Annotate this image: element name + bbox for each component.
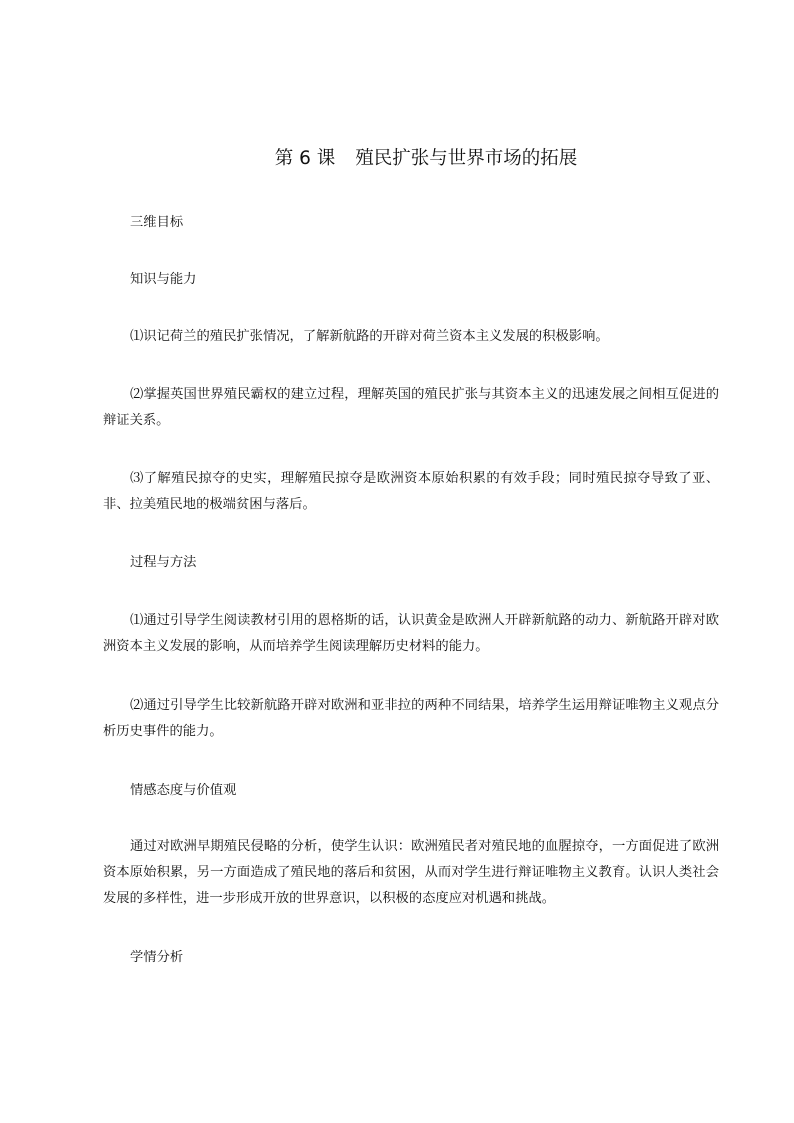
paragraph-method-2: ⑵通过引导学生比较新航路开辟对欧洲和亚非拉的两种不同结果，培养学生运用辩证唯物主义观点分析历史事件的能力。 [103, 698, 719, 739]
heading-process-and-method: 过程与方法 [130, 555, 197, 570]
lesson-name: 殖民扩张与世界市场的拓展 [355, 148, 578, 169]
lesson-number: 第 6 课 [274, 148, 336, 169]
heading-three-dimensional-goals: 三维目标 [130, 215, 184, 230]
paragraph-values: 通过对欧洲早期殖民侵略的分析，使学生认识：欧洲殖民者对殖民地的血腥掠夺，一方面促进了欧洲资本原始积累，另一方面造成了殖民地的落后和贫困，从而对学生进行辩证唯物主义教育。认识人类社会发展的多样性，进一步形成开放的世界意识，以积极的态度应对机遇和挑战。 [103, 839, 719, 906]
paragraph-knowledge-3: ⑶了解殖民掠夺的史实，理解殖民掠夺是欧洲资本原始积累的有效手段；同时殖民掠夺导致了亚、非、拉美殖民地的极端贫困与落后。 [103, 471, 719, 512]
heading-emotion-attitude-values: 情感态度与价值观 [130, 783, 237, 798]
paragraph-knowledge-1: ⑴识记荷兰的殖民扩张情况，了解新航路的开辟对荷兰资本主义发展的积极影响。 [130, 329, 609, 344]
heading-learning-situation-analysis: 学情分析 [130, 950, 184, 965]
heading-knowledge-and-ability: 知识与能力 [130, 272, 197, 287]
lesson-title [0, 146, 794, 172]
paragraph-knowledge-2: ⑵掌握英国世界殖民霸权的建立过程，理解英国的殖民扩张与其资本主义的迅速发展之间相互促进的辩证关系。 [103, 387, 719, 428]
paragraph-method-1: ⑴通过引导学生阅读教材引用的恩格斯的话，认识黄金是欧洲人开辟新航路的动力、新航路开辟对欧洲资本主义发展的影响，从而培养学生阅读理解历史材料的能力。 [103, 613, 719, 654]
